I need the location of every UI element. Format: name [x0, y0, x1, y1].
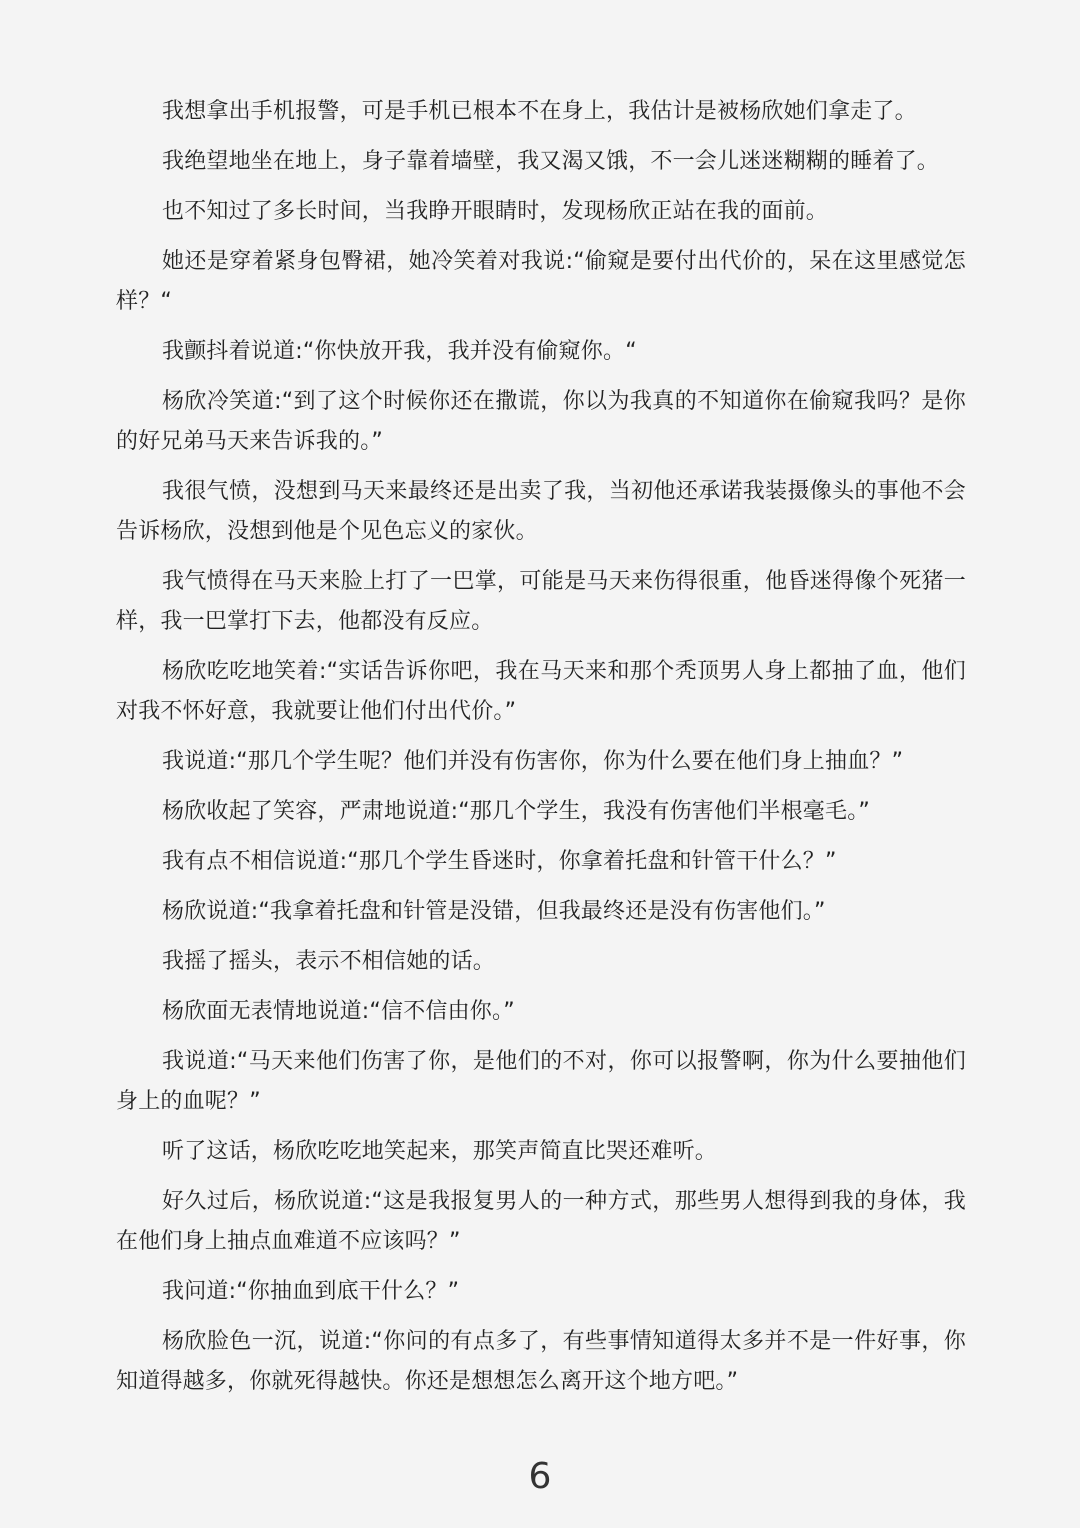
page-number: 6	[528, 1456, 552, 1497]
paragraph: 我说道:“马天来他们伤害了你，是他们的不对，你可以报警啊，你为什么要抽他们身上的血呢？”	[116, 1049, 966, 1114]
paragraph: 我很气愤，没想到马天来最终还是出卖了我，当初他还承诺我装摄像头的事他不会告诉杨欣，没想到他是个见色忘义的家伙。	[116, 479, 966, 544]
paragraph: 她还是穿着紧身包臀裙，她冷笑着对我说:“偷窥是要付出代价的，呆在这里感觉怎样？“	[116, 249, 966, 314]
paragraph: 我有点不相信说道:“那几个学生昏迷时，你拿着托盘和针管干什么？”	[162, 849, 837, 874]
paragraph: 我气愤得在马天来脸上打了一巴掌，可能是马天来伤得很重，他昏迷得像个死猪一样，我一巴掌打下去，他都没有反应。	[116, 569, 966, 634]
paragraph: 杨欣面无表情地说道:“信不信由你。”	[162, 999, 515, 1024]
paragraph: 我绝望地坐在地上，身子靠着墙壁，我又渴又饿，不一会儿迷迷糊糊的睡着了。	[162, 149, 940, 174]
paragraph: 好久过后，杨欣说道:“这是我报复男人的一种方式，那些男人想得到我的身体，我在他们身上抽点血难道不应该吗？”	[116, 1189, 966, 1254]
paragraph: 听了这话，杨欣吃吃地笑起来，那笑声简直比哭还难听。	[162, 1139, 718, 1164]
paragraph: 我摇了摇头，表示不相信她的话。	[162, 949, 496, 974]
paragraph: 杨欣冷笑道:“到了这个时候你还在撒谎，你以为我真的不知道你在偷窥我吗？是你的好兄弟马天来告诉我的。”	[116, 389, 966, 454]
paragraph: 我说道:“那几个学生呢？他们并没有伤害你，你为什么要在他们身上抽血？”	[162, 749, 904, 774]
paragraph: 杨欣说道:“我拿着托盘和针管是没错，但我最终还是没有伤害他们。”	[162, 899, 826, 924]
paragraph: 杨欣吃吃地笑着:“实话告诉你吧，我在马天来和那个秃顶男人身上都抽了血，他们对我不怀好意，我就要让他们付出代价。”	[116, 659, 966, 724]
paragraph: 我颤抖着说道:“你快放开我，我并没有偷窥你。“	[162, 339, 637, 364]
paragraph: 杨欣收起了笑容，严肃地说道:“那几个学生，我没有伤害他们半根毫毛。”	[162, 799, 871, 824]
document-body	[116, 92, 966, 1412]
paragraph: 杨欣脸色一沉，说道:“你问的有点多了，有些事情知道得太多并不是一件好事，你知道得越多，你就死得越快。你还是想想怎么离开这个地方吧。”	[116, 1329, 966, 1394]
paragraph: 也不知过了多长时间，当我睁开眼睛时，发现杨欣正站在我的面前。	[162, 199, 829, 224]
paragraph: 我想拿出手机报警，可是手机已根本不在身上，我估计是被杨欣她们拿走了。	[162, 99, 917, 124]
paragraph: 我问道:“你抽血到底干什么？”	[162, 1279, 460, 1304]
